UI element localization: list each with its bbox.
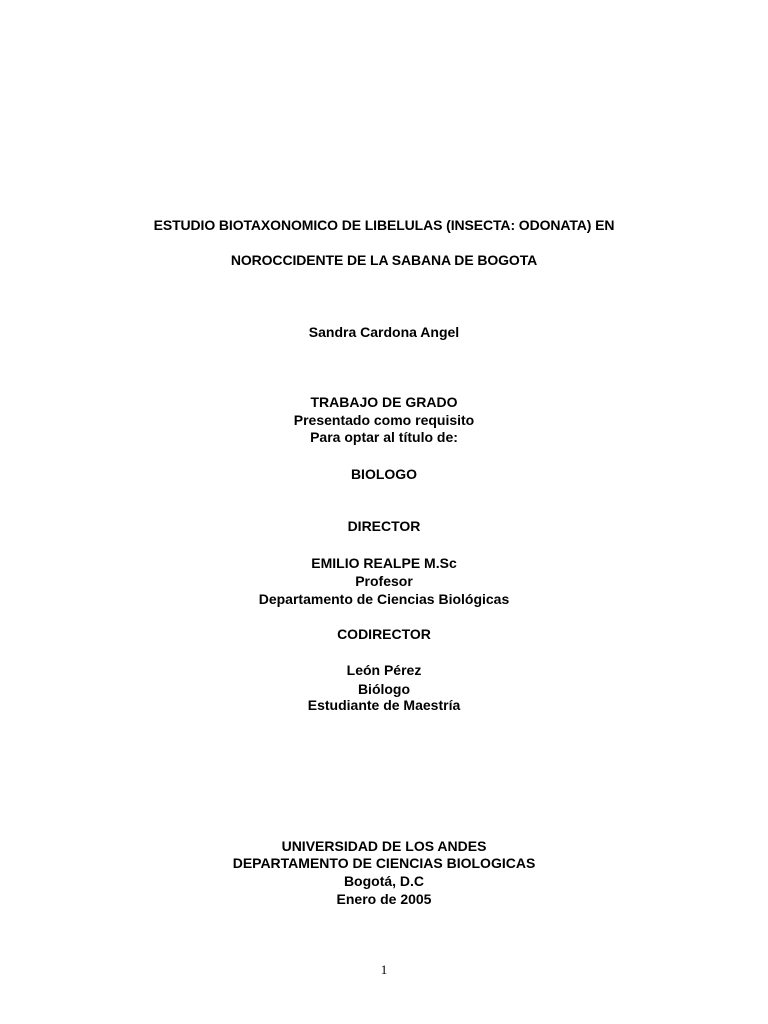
degree-requirement-line-1: Presentado como requisito — [293, 412, 475, 428]
director-name: EMILIO REALPE M.Sc — [311, 555, 457, 571]
codirector-detail: Estudiante de Maestría — [307, 697, 461, 713]
author-name: Sandra Cardona Angel — [308, 324, 460, 340]
department-name: DEPARTAMENTO DE CIENCIAS BIOLOGICAS — [232, 855, 536, 871]
degree-heading: TRABAJO DE GRADO — [310, 394, 458, 410]
codirector-heading: CODIRECTOR — [337, 626, 431, 642]
thesis-title-line-1: ESTUDIO BIOTAXONOMICO DE LIBELULAS (INSECTA: ODONATA) EN — [153, 217, 615, 233]
codirector-role: Biólogo — [357, 681, 411, 697]
city: Bogotá, D.C — [343, 873, 425, 889]
thesis-title-line-2: NOROCCIDENTE DE LA SABANA DE BOGOTA — [230, 252, 538, 268]
director-department: Departamento de Ciencias Biológicas — [258, 591, 510, 607]
degree-title: BIOLOGO — [350, 466, 418, 482]
university-name: UNIVERSIDAD DE LOS ANDES — [281, 838, 487, 854]
degree-requirement-line-2: Para optar al título de: — [310, 429, 458, 445]
director-role: Profesor — [355, 573, 413, 589]
codirector-name: León Pérez — [346, 662, 422, 678]
director-heading: DIRECTOR — [347, 518, 421, 534]
date: Enero de 2005 — [336, 891, 432, 907]
page-number: 1 — [380, 962, 388, 977]
